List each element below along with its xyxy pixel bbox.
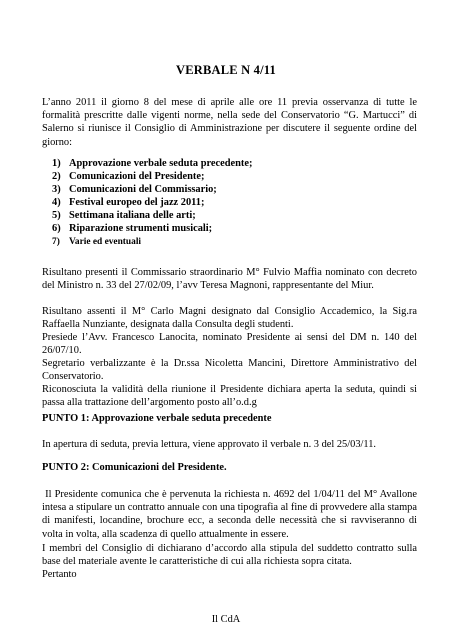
punto2-heading: PUNTO 2: Comunicazioni del Presidente. [42, 462, 227, 473]
intro-paragraph: L’anno 2011 il giorno 8 del mese di aprile alle ore 11 previa osservanza di tutte le formalità prescritte dalle vigenti norme, nella sede del Conservatorio “G. Martucci” di Salerno si riunisce il Consiglio di Amministrazione per discutere il seguente ordine del giorno: [42, 97, 417, 148]
punto1-text: In apertura di seduta, previa lettura, viene approvato il verbale n. 3 del 25/03/11. [42, 439, 377, 450]
segretario-paragraph: Segretario verbalizzante è la Dr.ssa Nicoletta Mancini, Direttore Amministrativo del Conservatorio. [42, 358, 417, 383]
punto2-text: Il Presidente comunica che è pervenuta la richiesta n. 4692 del 1/04/11 del M° Avallone intesa a stipulare un contratto annuale con una tipografia al fine di provvedere alla stampa di manifesti, locandine, brochure ecc, a seconda delle necessità che si ravviseranno di volta in volta, alla scadenza di quello attualmente in essere. [42, 489, 420, 540]
pertanto-text: Pertanto [42, 569, 77, 580]
agenda-item: 2) Comunicazioni del Presidente; [52, 171, 205, 183]
agenda-item: 7) Varie ed eventuali [52, 236, 142, 247]
presiede-paragraph: Presiede l’Avv. Francesco Lanocita, nominato Presidente ai sensi del DM n. 140 del 26/07/10. [42, 332, 417, 357]
agenda-item: 1) Approvazione verbale seduta precedente; [52, 158, 253, 169]
agenda-item: 6) Riparazione strumenti musicali; [52, 223, 213, 235]
page-title: VERBALE N 4/11 [175, 63, 277, 77]
agenda-list [52, 157, 252, 249]
signature: Il CdA [211, 614, 241, 625]
agenda-item: 4) Festival europeo del jazz 2011; [52, 197, 205, 209]
agenda-item: 5) Settimana italiana delle arti; [52, 210, 196, 222]
punto1-heading: PUNTO 1: Approvazione verbale seduta precedente [42, 413, 272, 424]
riconosciuta-paragraph: Riconosciuta la validità della riunione il Presidente dichiara aperta la seduta, quindi si passa alla trattazione dell’argomento posto all’o.d.g [42, 384, 417, 409]
assenti-paragraph: Risultano assenti il M° Carlo Magni designato dal Consiglio Accademico, la Sig.ra Raffaella Nunziante, designata dalla Consulta degli studenti. [42, 306, 417, 331]
agenda-item: 3) Comunicazioni del Commissario; [52, 184, 217, 196]
presenti-paragraph: Risultano presenti il Commissario straordinario M° Fulvio Maffia nominato con decreto del Ministro n. 33 del 27/02/09, l’avv Teresa Magnoni, rappresentante del Miur. [42, 267, 417, 292]
punto2-agreement: I membri del Consiglio di dichiarano d’accordo alla stipula del suddetto contratto sulla base del materiale avente le caratteristiche di cui alla richiesta sopra citata. [42, 543, 417, 568]
